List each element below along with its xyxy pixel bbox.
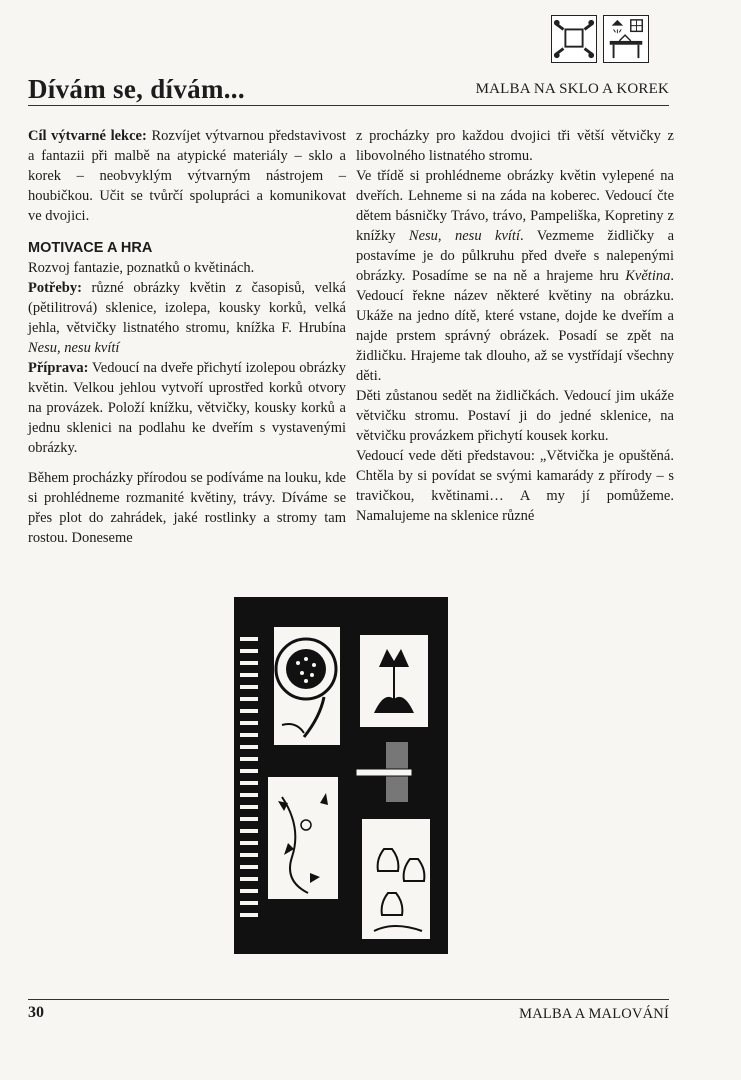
goal-text: Rozvíjet výtvarnou představivost a fantazii při malbě na atypické materiály – sklo a korek – neobvyklým výtvarným nástrojem – houbičkou. Učit se tvůrčí spolupráci a komunikovat ve dvojici. [28,128,346,224]
needs-label: Potřeby: [28,280,82,296]
footer-rule [28,999,669,1000]
left-column [28,126,346,548]
page-number: 30 [28,1004,44,1021]
p2-text-c: . Vedoucí řekne název některé květiny na obrázku. Ukáže na jedno dítě, které vstane, dojde ke dveřím a najde prstem správný obrázek. Posadí se zpět na židličku. Hrajeme tak dlouho, až se vystřídají všechny děti. [356,268,674,384]
p2-game-name: Květina [625,268,671,284]
header-rule [28,105,669,106]
sunflower-panel [274,627,340,745]
snowdrops-panel [362,819,430,939]
section-label: MALBA NA SKLO A KOREK [475,81,669,97]
prep-paragraph [28,358,346,458]
flower-door-illustration [234,597,448,954]
p2-book-title: Nesu, nesu kvítí [408,228,520,244]
right-paragraph-2 [356,166,674,386]
motivation-text: Rozvoj fantazie, poznatků o květinách. [28,260,255,276]
needs-paragraph [28,278,346,358]
motivation-heading: MOTIVACE A HRA [28,240,153,256]
goal-label: Cíl výtvarné lekce: [28,128,147,144]
needs-book-title: Nesu, nesu kvítí [28,340,120,356]
right-paragraph-4: Vedoucí vede děti představou: „Větvička je opuštěná. Chtěla by si povídat se svými kamarády z přírody – s travičkou, květinami… A my jí pomůžeme. Namalujeme na sklenice různé [356,448,674,524]
lesson-goal [28,126,346,226]
prep-label: Příprava: [28,360,89,376]
p2-text-a: Ve třídě si prohlédneme obrázky květin vylepené na dveřích. Lehneme si na záda na koberec. Vedoucí čte dětem básničky Trávo, trávo, Pampeliška, Kopretiny z knížky [356,168,674,244]
teamwork-hands-icon [551,15,597,63]
right-column [356,126,674,526]
footer-section-label: MALBA A MALOVÁNÍ [519,1006,669,1022]
header-icons [551,15,649,63]
right-paragraph-1: z procházky pro každou dvojici tři větší větvičky z libovolného listnatého stromu. [356,128,674,164]
needs-text: různé obrázky květin z časopisů, velká (pětilitrová) sklenice, izolepa, kousky korků, velká jehla, větvičky listnatého stromu, knížka F. Hrubína [28,280,346,336]
page-title: Dívám se, dívám... [28,74,245,104]
p2-text-b: . Vezmeme židličky a postavíme je do půlkruhu před dveře s nalepenými obrázky. Posadíme se na ně a hrajeme hru [356,228,674,284]
walk-paragraph: Během procházky přírodou se podíváme na louku, kde si prohlédneme rozmanité květiny, trávy. Díváme se přes plot do zahrádek, jaké rostlinky a stromy tam rostou. Doneseme [28,470,346,546]
painting-at-table-icon [603,15,649,63]
right-paragraph-3: Děti zůstanou sedět na židličkách. Vedoucí jim ukáže větvičku stromu. Postaví ji do jedné sklenice, na větvičku provázkem přichytí kousek korku. [356,388,674,444]
tulip-panel [360,635,428,727]
prep-text: Vedoucí na dveře přichytí izolepou obrázky květin. Velkou jehlou vytvoří uprostřed korků otvory na provázek. Položí knížku, větvičky, kousky korků a jednu sklenici na podlahu ke dveřím s vystavenými obrázky. [28,360,346,456]
branch-panel [268,777,338,899]
